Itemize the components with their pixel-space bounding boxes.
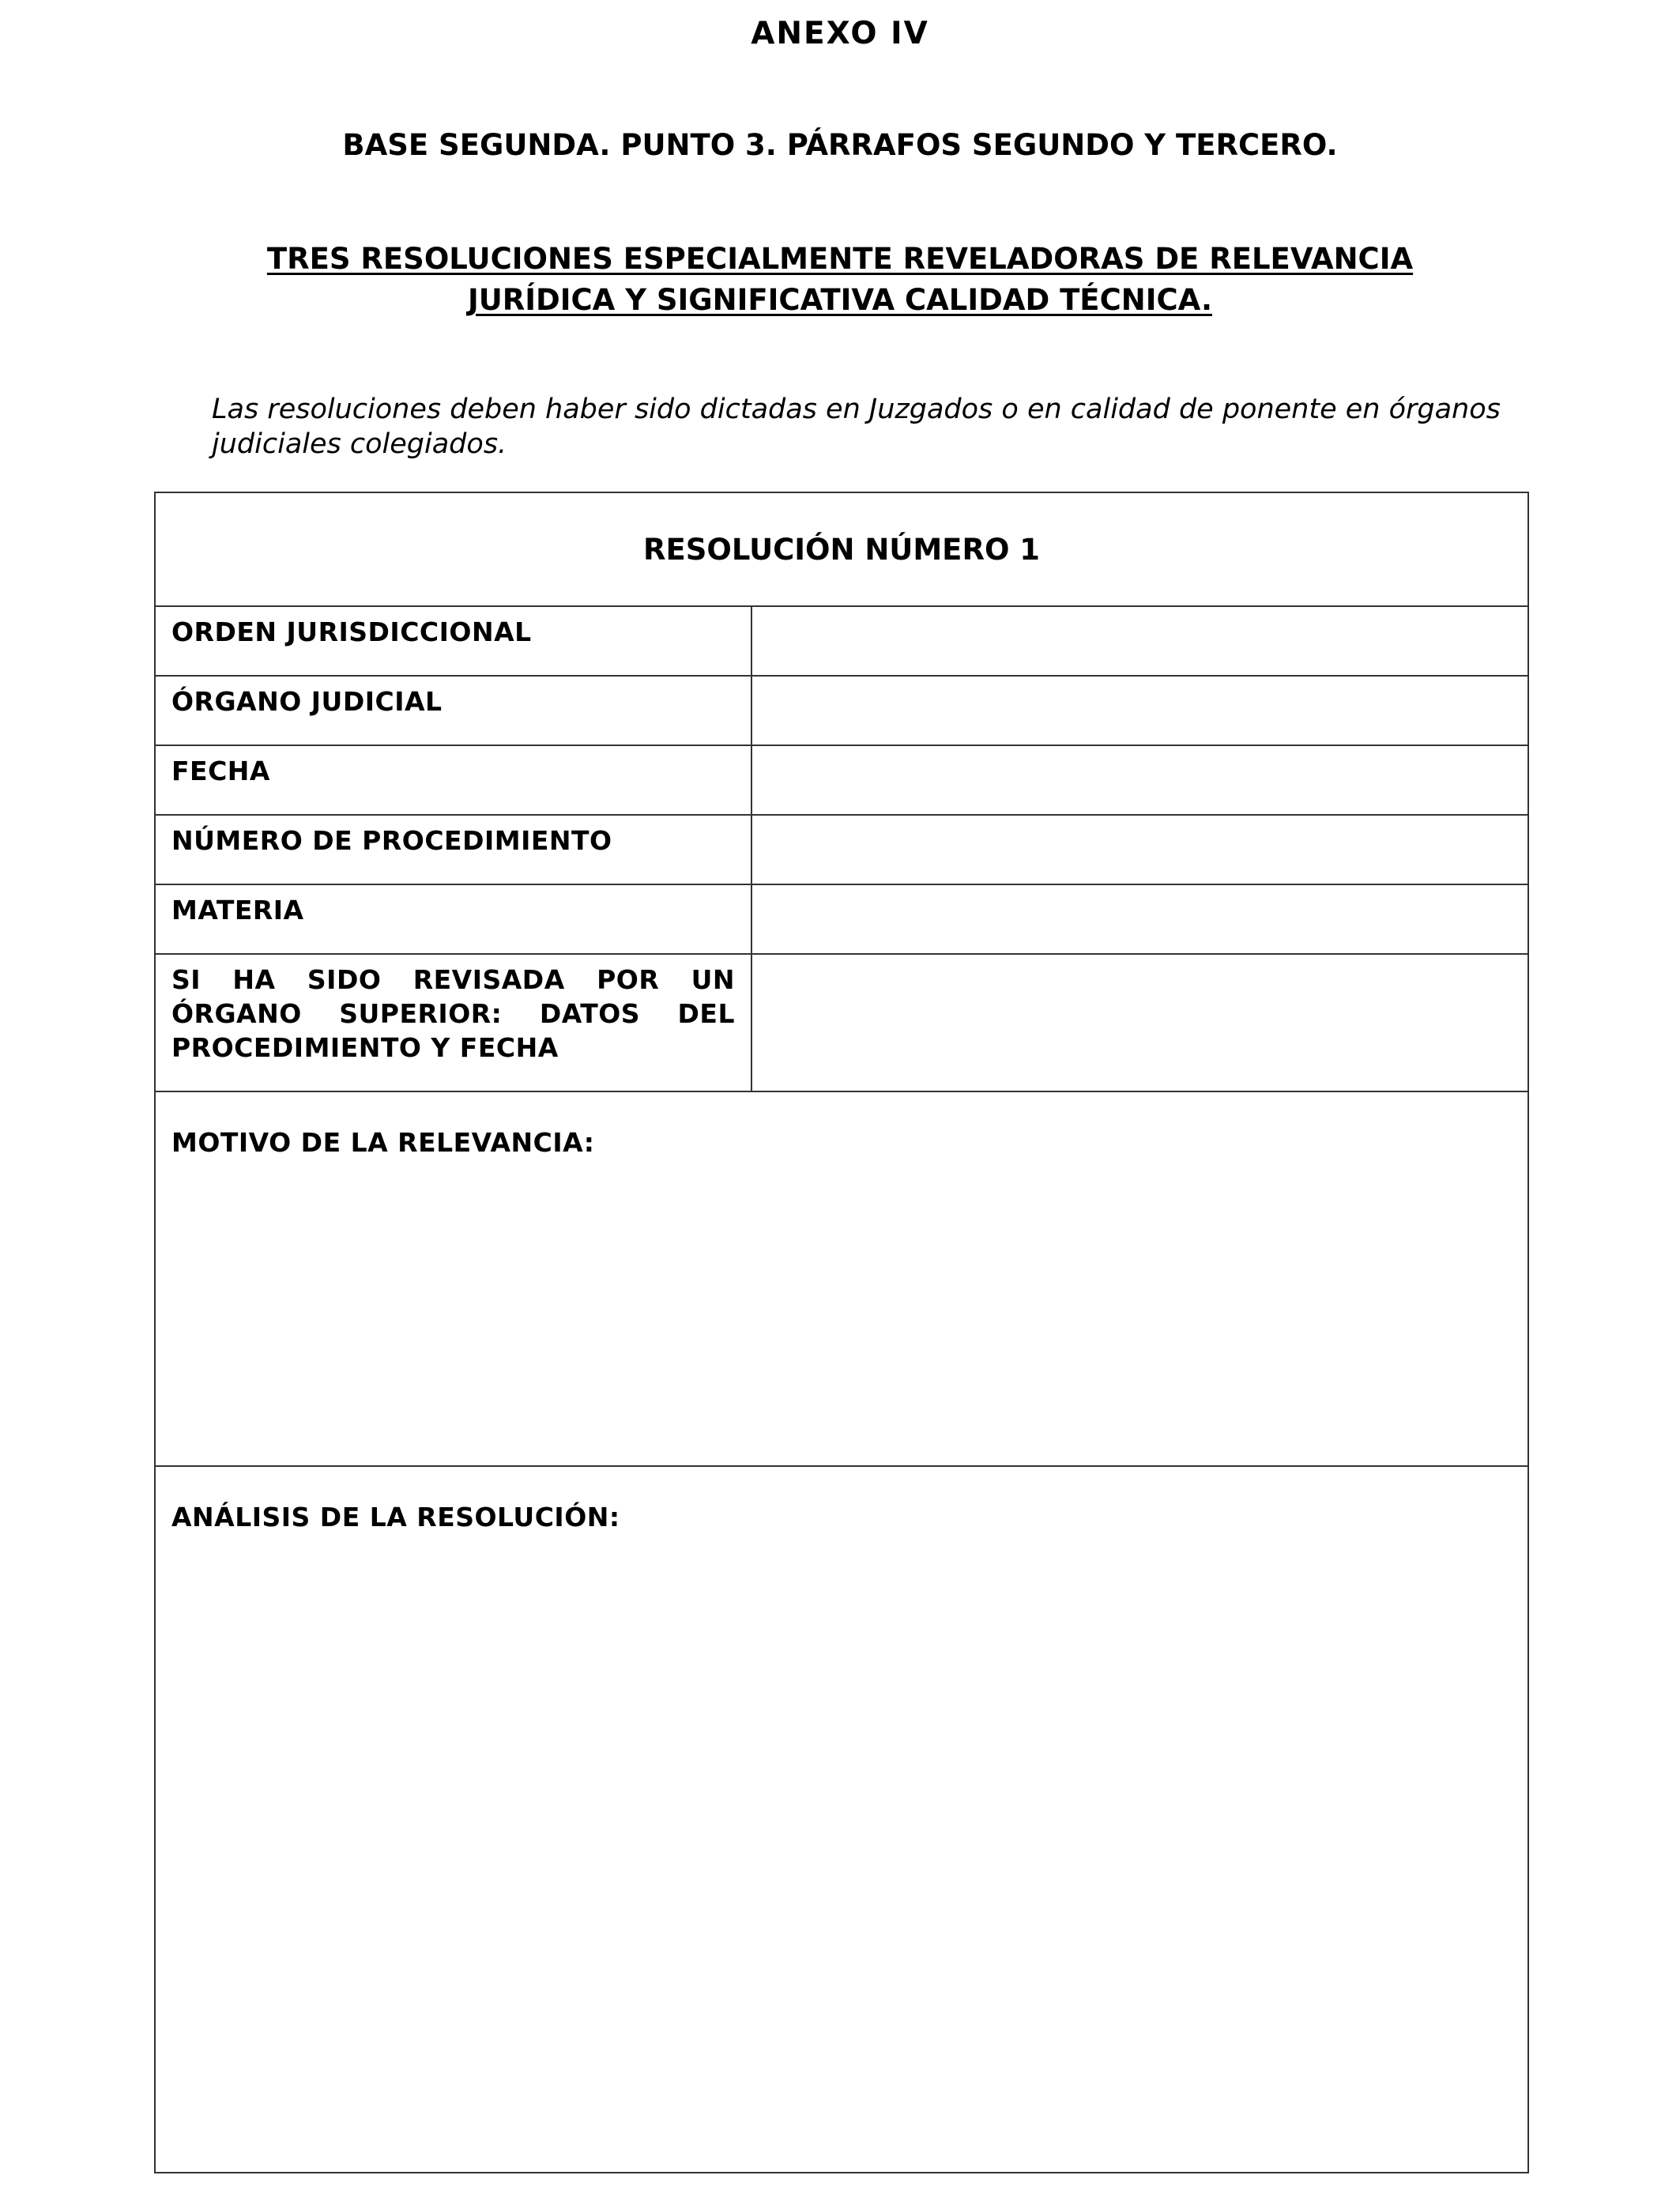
- form-row-materia: [156, 885, 1527, 955]
- form-row-revision-superior: [156, 955, 1527, 1092]
- form-label: ORDEN JURISDICCIONAL: [156, 607, 752, 675]
- form-header: RESOLUCIÓN NÚMERO 1: [156, 493, 1527, 607]
- fecha-field[interactable]: [752, 746, 1527, 814]
- instruction-note: Las resoluciones deben haber sido dictadas en Juzgados o en calidad de ponente en órganos judiciales colegiados.: [212, 394, 1501, 460]
- relevance-label: MOTIVO DE LA RELEVANCIA:: [171, 1127, 595, 1158]
- form-label: NÚMERO DE PROCEDIMIENTO: [156, 816, 752, 884]
- form-row-organo-judicial: [156, 677, 1527, 746]
- form-label: MATERIA: [156, 885, 752, 953]
- form-row-orden-jurisdiccional: [156, 607, 1527, 677]
- base-title: BASE SEGUNDA. PUNTO 3. PÁRRAFOS SEGUNDO Y TERCERO.: [342, 128, 1338, 162]
- form-row-numero-procedimiento: [156, 816, 1527, 885]
- form-label: FECHA: [156, 746, 752, 814]
- form-label: SI HA SIDO REVISADA POR UN ÓRGANO SUPERIOR: DATOS DEL PROCEDIMIENTO Y FECHA: [156, 955, 752, 1091]
- analysis-label: ANÁLISIS DE LA RESOLUCIÓN:: [171, 1502, 620, 1532]
- revision-superior-field[interactable]: [752, 955, 1527, 1091]
- organo-judicial-field[interactable]: [752, 677, 1527, 745]
- resolution-form: [154, 492, 1529, 2173]
- orden-jurisdiccional-field[interactable]: [752, 607, 1527, 675]
- form-label: ÓRGANO JUDICIAL: [156, 677, 752, 745]
- materia-field[interactable]: [752, 885, 1527, 953]
- annex-title: ANEXO IV: [751, 16, 929, 51]
- subject-title-line-2: JURÍDICA Y SIGNIFICATIVA CALIDAD TÉCNICA.: [467, 283, 1213, 317]
- subject-title-line-1: TRES RESOLUCIONES ESPECIALMENTE REVELADORAS DE RELEVANCIA: [266, 242, 1414, 276]
- analysis-section[interactable]: [156, 1467, 1527, 2172]
- form-row-fecha: [156, 746, 1527, 816]
- relevance-section[interactable]: [156, 1092, 1527, 1467]
- numero-procedimiento-field[interactable]: [752, 816, 1527, 884]
